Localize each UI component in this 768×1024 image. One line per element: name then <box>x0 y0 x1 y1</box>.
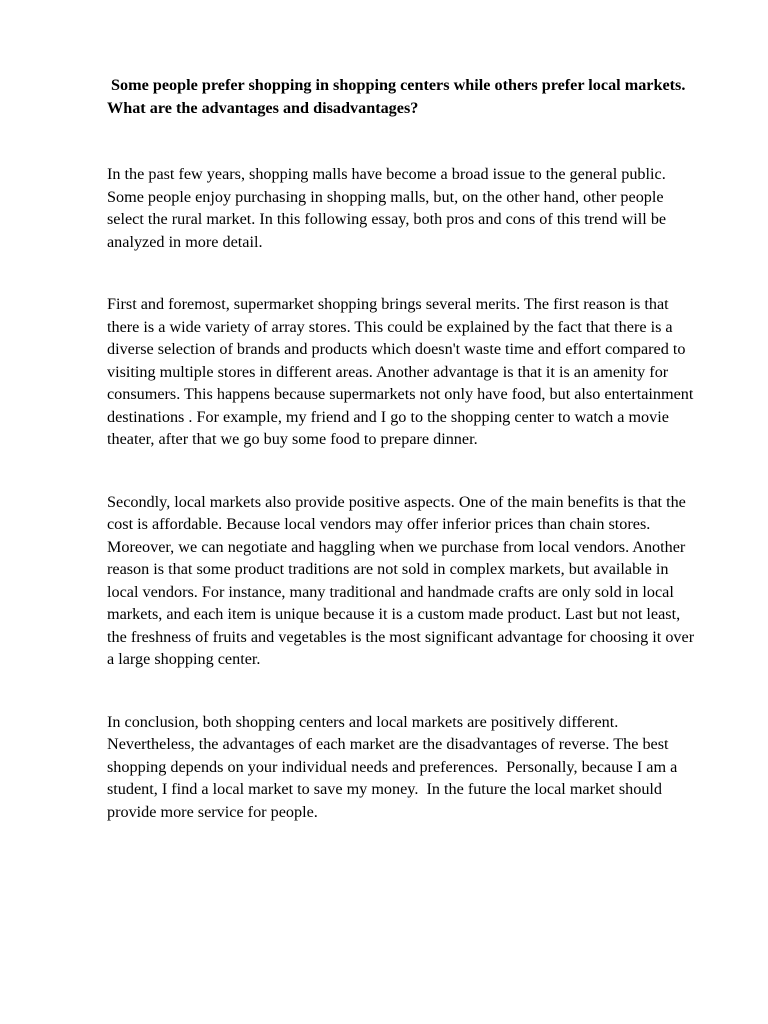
essay-body <box>107 74 697 823</box>
paragraph-conclusion: In conclusion, both shopping centers and local markets are positively different. Nevertheless, the advantages of each market are the disadvantages of reverse. The best shopping depends on your individual needs and preferences. Personally, because I am a student, I find a local market to save my money. In the future the local market should provide more service for people. <box>107 712 682 821</box>
paragraph-introduction: In the past few years, shopping malls have become a broad issue to the general public. Some people enjoy purchasing in shopping malls, but, on the other hand, other people select the rural market. In this following essay, both pros and cons of this trend will be analyzed in more detail. <box>107 165 671 251</box>
essay-title: Some people prefer shopping in shopping centers while others prefer local markets. What are the advantages and disadvantages? <box>107 76 690 117</box>
paragraph-local-market-benefits: Secondly, local markets also provide positive aspects. One of the main benefits is that the cost is affordable. Because local vendors may offer inferior prices than chain stores. Moreover, we can negotiate and haggling when we purchase from local vendors. Another reason is that some product traditions are not sold in complex markets, but available in local vendors. For instance, many traditional and handmade crafts are only sold in local markets, and each item is unique because it is a custom made product. Last but not least, the freshness of fruits and vegetables is the most significant advantage for choosing it over a large shopping center. <box>107 492 699 668</box>
paragraph-shopping-center-merits: First and foremost, supermarket shopping brings several merits. The first reason is that there is a wide variety of array stores. This could be explained by the fact that there is a diverse selection of brands and products which doesn't waste time and effort compared to visiting multiple stores in different areas. Another advantage is that it is an amenity for consumers. This happens because supermarkets not only have food, but also entertainment destinations . For example, my friend and I go to the shopping center to watch a movie theater, after that we go buy some food to prepare dinner. <box>107 295 698 448</box>
